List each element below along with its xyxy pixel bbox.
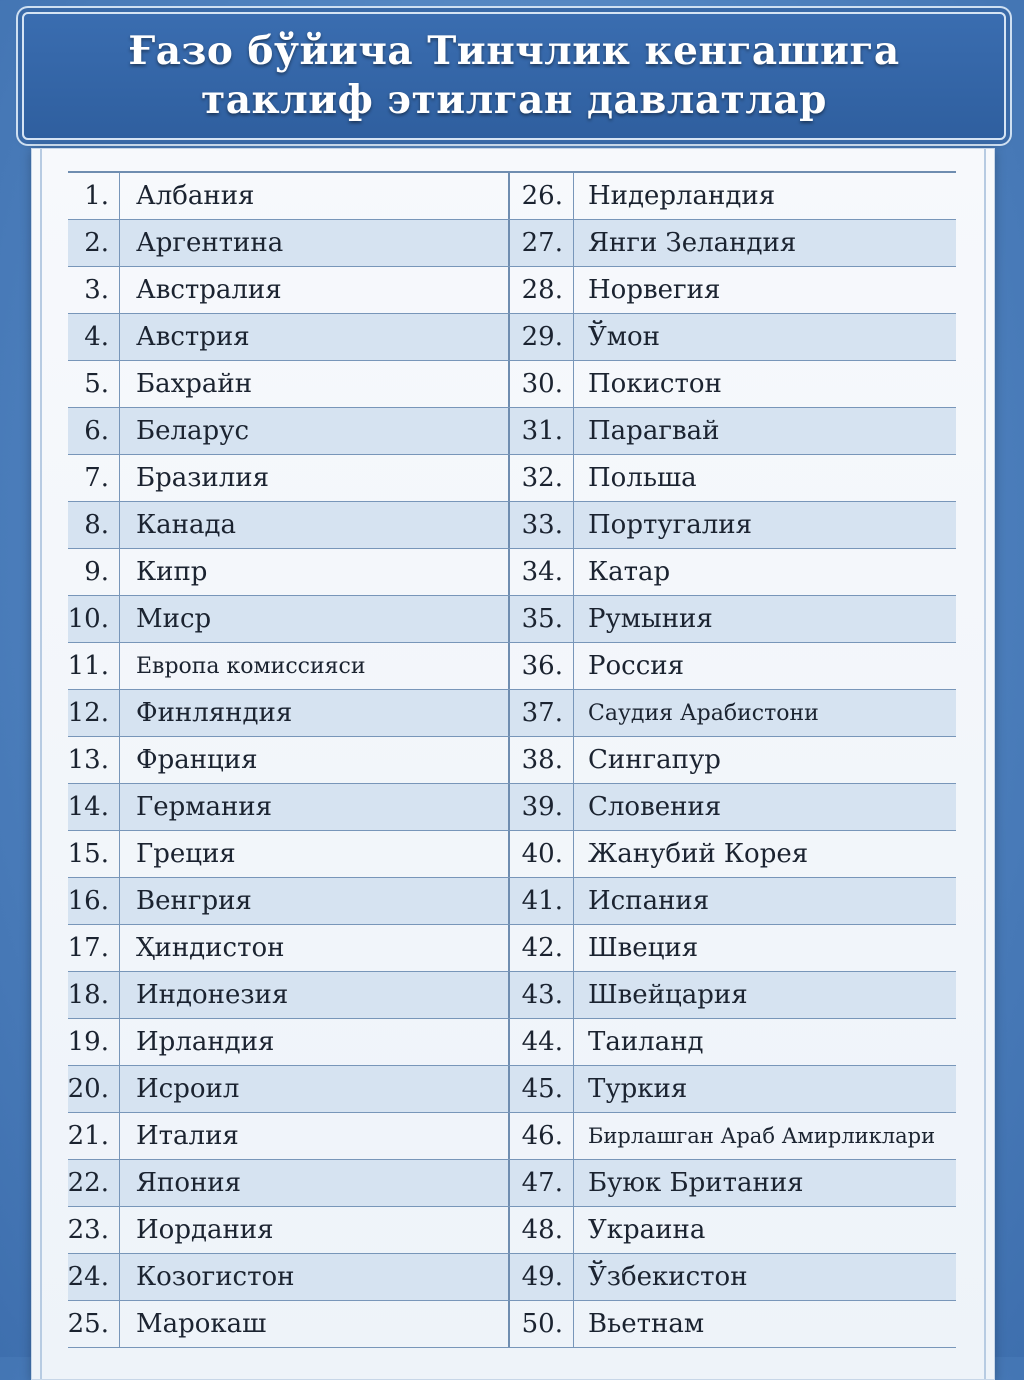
country-name-right: Польша [588,463,697,493]
country-name-left: Франция [120,737,510,783]
country-name-right: Буюк Британия [588,1168,804,1198]
country-name-left: Иордания [120,1207,510,1253]
row-number-left: 8. [68,502,120,548]
country-name-left: Аргентина [120,220,510,266]
row-number-left: 3. [68,267,120,313]
table-row [68,1301,956,1348]
row-number-left: 25. [68,1301,120,1347]
country-name-left: Бразилия [120,455,510,501]
table-row [68,831,956,878]
country-name-right: Вьетнам [588,1309,705,1339]
row-number-left: 9. [68,549,120,595]
country-name-left: Марокаш [120,1301,510,1347]
country-name-left: Япония [120,1160,510,1206]
row-number-left: 1. [68,173,120,219]
row-number-right: 45. [510,1066,574,1112]
row-number-left: 18. [68,972,120,1018]
row-number-right: 46. [510,1113,574,1159]
country-name-right: Саудия Арабистони [588,700,819,726]
title-banner [22,12,1006,140]
row-number-right: 40. [510,831,574,877]
row-number-left: 22. [68,1160,120,1206]
table-row [68,549,956,596]
country-name-left: Козогистон [120,1254,510,1300]
country-name-left: Германия [120,784,510,830]
table-row [68,878,956,925]
table-row [68,1254,956,1301]
row-number-left: 6. [68,408,120,454]
country-name-left: Венгрия [120,878,510,924]
table-row [68,314,956,361]
country-name-right: Ўзбекистон [588,1262,748,1292]
row-number-left: 16. [68,878,120,924]
country-name-left: Европа комиссияси [120,643,510,689]
row-number-right: 26. [510,173,574,219]
row-number-right: 31. [510,408,574,454]
country-name-right: Словения [588,792,722,822]
table-row [68,408,956,455]
list-sheet [31,148,995,1380]
row-number-right: 27. [510,220,574,266]
country-name-right: Испания [588,886,710,916]
table-row [68,173,956,220]
row-number-left: 11. [68,643,120,689]
country-name-right: Португалия [588,510,753,540]
country-name-right: Швеция [588,933,699,963]
table-row [68,1113,956,1160]
page-title-line-1: Ғазо бўйича Тинчлик кенгашига [128,28,900,74]
row-number-right: 47. [510,1160,574,1206]
country-name-left: Ирландия [120,1019,510,1065]
row-number-right: 38. [510,737,574,783]
row-number-right: 33. [510,502,574,548]
country-name-right: Швейцария [588,980,748,1010]
table-row [68,361,956,408]
row-number-right: 34. [510,549,574,595]
country-name-left: Австрия [120,314,510,360]
row-number-left: 2. [68,220,120,266]
row-number-right: 29. [510,314,574,360]
country-name-right: Сингапур [588,745,721,775]
table-row [68,737,956,784]
table-row [68,784,956,831]
page-title-line-2: таклиф этилган давлатлар [201,77,827,123]
table-row [68,643,956,690]
table-row [68,690,956,737]
country-name-left: Беларус [120,408,510,454]
row-number-left: 15. [68,831,120,877]
country-name-right: Покистон [588,369,722,399]
table-row [68,925,956,972]
country-name-right: Нидерландия [588,181,776,211]
country-name-right: Бирлашган Араб Амирликлари [588,1124,936,1148]
row-number-right: 42. [510,925,574,971]
row-number-right: 30. [510,361,574,407]
row-number-left: 5. [68,361,120,407]
row-number-left: 17. [68,925,120,971]
country-name-right: Россия [588,651,685,681]
country-name-left: Миср [120,596,510,642]
row-number-right: 36. [510,643,574,689]
row-number-right: 32. [510,455,574,501]
country-name-right: Украина [588,1215,706,1245]
row-number-left: 24. [68,1254,120,1300]
row-number-right: 28. [510,267,574,313]
country-name-right: Ўмон [588,322,660,352]
table-row [68,1066,956,1113]
row-number-left: 14. [68,784,120,830]
country-name-left: Австралия [120,267,510,313]
country-name-left: Финляндия [120,690,510,736]
country-name-left: Исроил [120,1066,510,1112]
table-row [68,596,956,643]
country-name-right: Туркия [588,1074,688,1104]
country-name-right: Таиланд [588,1027,704,1057]
country-name-left: Албания [120,173,510,219]
table-row [68,502,956,549]
country-name-right: Парагвай [588,416,720,446]
country-name-left: Кипр [120,549,510,595]
row-number-right: 49. [510,1254,574,1300]
row-number-left: 21. [68,1113,120,1159]
row-number-right: 39. [510,784,574,830]
row-number-right: 41. [510,878,574,924]
row-number-right: 44. [510,1019,574,1065]
row-number-right: 50. [510,1301,574,1347]
row-number-left: 12. [68,690,120,736]
table-row [68,1160,956,1207]
row-number-left: 10. [68,596,120,642]
row-number-right: 37. [510,690,574,736]
country-name-left: Бахрайн [120,361,510,407]
country-name-left: Ҳиндистон [120,925,510,971]
row-number-left: 13. [68,737,120,783]
row-number-left: 19. [68,1019,120,1065]
table-row [68,220,956,267]
row-number-right: 48. [510,1207,574,1253]
country-name-right: Румыния [588,604,713,634]
country-name-right: Янги Зеландия [588,228,797,258]
country-name-left: Греция [120,831,510,877]
country-name-left: Канада [120,502,510,548]
row-number-right: 43. [510,972,574,1018]
row-number-left: 23. [68,1207,120,1253]
country-name-right: Норвегия [588,275,721,305]
table-row [68,972,956,1019]
table-row [68,1207,956,1254]
row-number-left: 4. [68,314,120,360]
country-name-right: Жанубий Корея [588,839,809,869]
table-row [68,455,956,502]
row-number-left: 20. [68,1066,120,1112]
row-number-left: 7. [68,455,120,501]
country-name-left: Италия [120,1113,510,1159]
table-row [68,267,956,314]
country-name-right: Катар [588,557,671,587]
table-row [68,1019,956,1066]
row-number-right: 35. [510,596,574,642]
country-table [68,171,956,1348]
country-name-left: Индонезия [120,972,510,1018]
